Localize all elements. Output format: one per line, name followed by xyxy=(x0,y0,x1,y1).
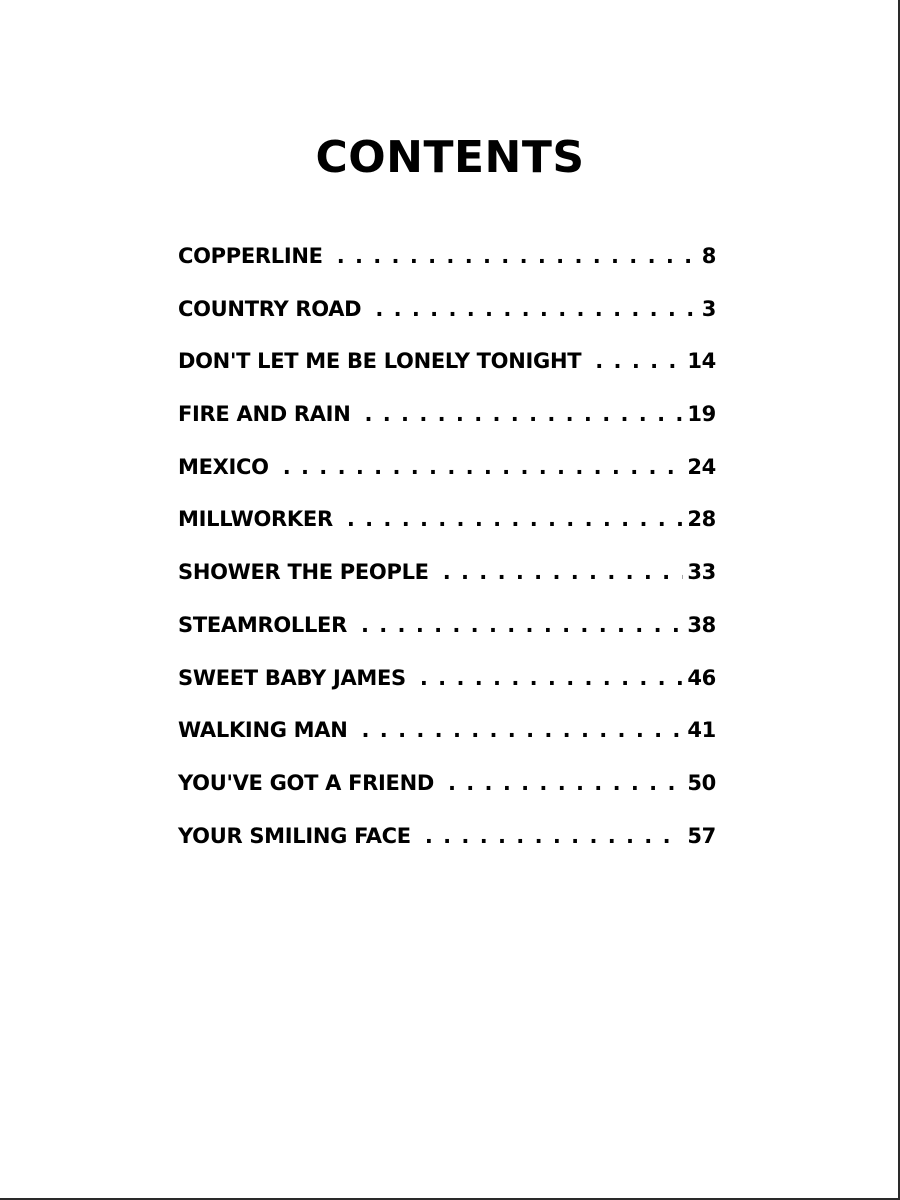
toc-entry-page: 3 xyxy=(701,296,716,321)
toc-entry xyxy=(178,244,716,297)
dot-leader xyxy=(337,244,698,268)
toc-entry xyxy=(178,560,716,613)
toc-entry-title: SHOWER THE PEOPLE xyxy=(178,560,429,585)
toc-entry-title: YOUR SMILING FACE xyxy=(178,823,411,848)
dot-leader xyxy=(448,771,683,795)
toc-entry-page: 14 xyxy=(687,349,716,374)
dot-leader xyxy=(347,507,684,531)
toc-entry-page: 24 xyxy=(687,454,716,479)
toc-entry-page: 19 xyxy=(687,402,716,427)
toc-entry-page: 28 xyxy=(687,507,716,532)
table-of-contents xyxy=(178,244,716,876)
toc-entry-page: 46 xyxy=(687,665,716,690)
toc-entry-page: 8 xyxy=(701,244,716,268)
toc-entry-title: STEAMROLLER xyxy=(178,612,347,637)
dot-leader xyxy=(375,297,697,321)
toc-entry-page: 57 xyxy=(687,823,716,848)
dot-leader xyxy=(595,349,683,373)
toc-entry-page: 41 xyxy=(687,718,716,743)
toc-entry xyxy=(178,824,716,877)
toc-entry xyxy=(178,402,716,455)
page-title: CONTENTS xyxy=(315,132,585,183)
toc-entry-title: MILLWORKER xyxy=(178,507,333,532)
dot-leader xyxy=(443,560,684,584)
toc-entry-title: COPPERLINE xyxy=(178,244,323,268)
toc-entry-title: FIRE AND RAIN xyxy=(178,402,351,427)
toc-entry-title: YOU'VE GOT A FRIEND xyxy=(178,770,434,795)
dot-leader xyxy=(361,613,683,637)
toc-entry-title: SWEET BABY JAMES xyxy=(178,665,406,690)
toc-entry-title: DON'T LET ME BE LONELY TONIGHT xyxy=(178,349,582,374)
toc-entry xyxy=(178,297,716,350)
toc-entry-title: WALKING MAN xyxy=(178,718,348,743)
toc-entry-page: 50 xyxy=(687,770,716,795)
toc-entry xyxy=(178,507,716,560)
dot-leader xyxy=(425,824,684,848)
toc-entry-title: COUNTRY ROAD xyxy=(178,296,362,321)
toc-entry-title: MEXICO xyxy=(178,454,269,479)
dot-leader xyxy=(420,666,683,690)
toc-entry-page: 33 xyxy=(687,560,716,585)
toc-entry xyxy=(178,771,716,824)
toc-entry xyxy=(178,666,716,719)
toc-entry xyxy=(178,613,716,666)
toc-entry xyxy=(178,349,716,402)
toc-entry-page: 38 xyxy=(687,612,716,637)
dot-leader xyxy=(283,455,684,479)
toc-entry xyxy=(178,718,716,771)
toc-entry xyxy=(178,455,716,508)
dot-leader xyxy=(364,402,683,426)
dot-leader xyxy=(362,718,684,742)
